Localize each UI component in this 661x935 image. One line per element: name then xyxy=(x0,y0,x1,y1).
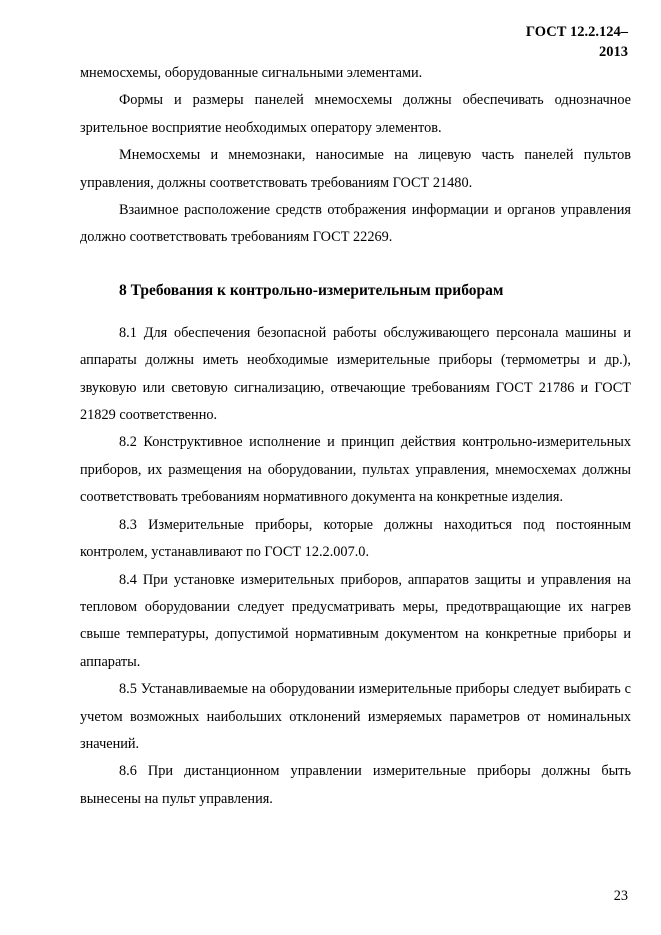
page-number: 23 xyxy=(613,888,628,904)
paragraph: Взаимное расположение средств отображения информации и органов управления должно соответствовать требованиям ГОСТ 22269. xyxy=(80,202,631,246)
clause-8-4: 8.4 При установке измерительных приборов, аппаратов защиты и управления на тепловом оборудовании следует предусматривать меры, предотвращающие их нагрев свыше температуры, допустимой нормативным документом на конкретные приборы и аппараты. xyxy=(80,571,631,670)
paragraph: Мнемосхемы и мнемознаки, наносимые на лицевую часть панелей пультов управления, должны соответствовать требованиям ГОСТ 21480. xyxy=(80,147,631,191)
document-body xyxy=(80,60,631,813)
clause-8-5: 8.5 Устанавливаемые на оборудовании измерительные приборы следует выбирать с учетом возможных наибольших отклонений измеряемых параметров от номинальных значений. xyxy=(80,681,631,752)
document-code-header xyxy=(526,22,628,62)
document-code-line-1: ГОСТ 12.2.124– xyxy=(525,24,628,40)
clause-8-6: 8.6 При дистанционном управлении измерительные приборы должны быть вынесены на пульт управления. xyxy=(80,763,631,807)
section-heading: 8 Требования к контрольно-измерительным приборам xyxy=(119,281,504,299)
clause-8-1: 8.1 Для обеспечения безопасной работы обслуживающего персонала машины и аппараты должны иметь необходимые измерительные приборы (термометры и др.), звуковую или световую сигнализацию, отвечающие требованиям ГОСТ 21786 и ГОСТ 21829 соответственно. xyxy=(80,324,631,424)
paragraph: мнемосхемы, оборудованные сигнальными элементами. xyxy=(80,65,423,81)
clause-8-2: 8.2 Конструктивное исполнение и принцип действия контрольно-измерительных приборов, их размещения на оборудовании, пультах управления, мнемосхемах должны соответствовать требованиям нормативного документа на конкретные изделия. xyxy=(80,434,631,506)
clause-8-3: 8.3 Измерительные приборы, которые должны находиться под постоянным контролем, устанавливают по ГОСТ 12.2.007.0. xyxy=(80,516,631,561)
document-code-line-2: 2013 xyxy=(599,44,628,60)
paragraph: Формы и размеры панелей мнемосхемы должны обеспечивать однозначное зрительное восприятие необходимых оператору элементов. xyxy=(80,92,631,136)
